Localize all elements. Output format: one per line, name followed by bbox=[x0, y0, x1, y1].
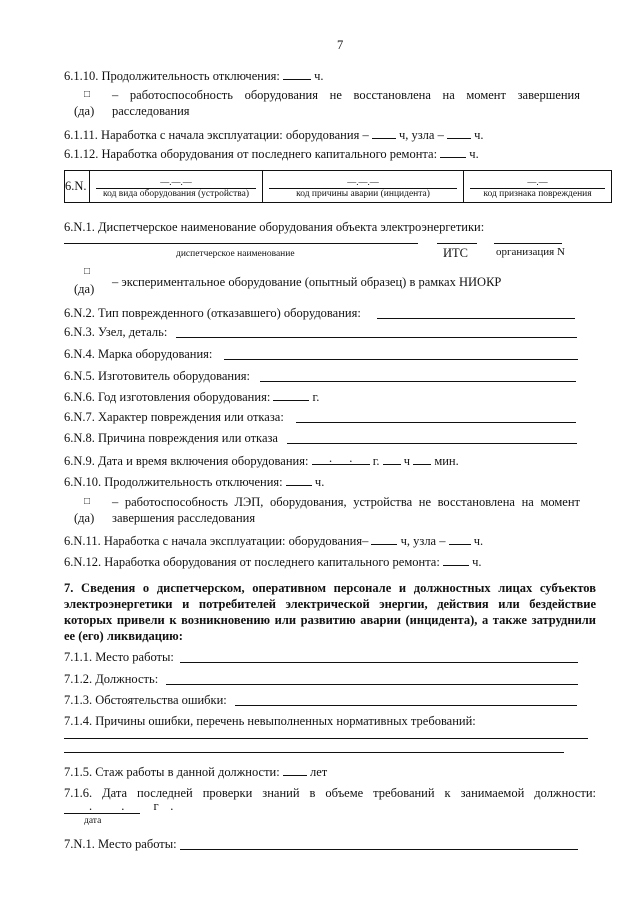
code-caption: код причины аварии (инцидента) bbox=[269, 188, 457, 200]
checkbox[interactable]: □ bbox=[84, 89, 91, 100]
section-7-heading: электроэнергетики и потребителей электрической энергии, действия или бездействие bbox=[64, 597, 596, 611]
unit-label: ч, узла – bbox=[398, 128, 444, 142]
page-number: 7 bbox=[337, 38, 344, 52]
blank-line[interactable] bbox=[413, 453, 431, 465]
unit-label: г. bbox=[312, 390, 320, 404]
unit-label: ч. bbox=[473, 534, 484, 548]
blank-line[interactable] bbox=[64, 243, 418, 244]
section-7-heading: которых привели к возникновению или развитию аварии (инцидента), а также затруднили bbox=[64, 613, 596, 627]
field-6-N-12 bbox=[64, 554, 482, 570]
checkbox-text: – экспериментальное оборудование (опытный образец) в рамках НИОКР bbox=[112, 275, 502, 289]
field-6-N-4: 6.N.4. Марка оборудования: bbox=[64, 347, 213, 361]
caption-date: дата bbox=[84, 816, 102, 826]
checkbox-text: завершения расследования bbox=[112, 511, 256, 525]
unit-label: г. bbox=[372, 454, 380, 468]
field-7-1-6: 7.1.6. Дата последней проверки знаний в объеме требований к занимаемой должности: bbox=[64, 786, 596, 800]
code-dashes: —.—.— bbox=[160, 177, 192, 187]
checkbox-yes-label: (да) bbox=[74, 282, 95, 296]
blank-line[interactable] bbox=[383, 453, 401, 465]
field-6-N-11 bbox=[64, 533, 483, 549]
unit-label: ч. bbox=[472, 555, 482, 569]
unit-label: ч. bbox=[314, 69, 324, 83]
code-dashes: —.— bbox=[527, 177, 548, 187]
blank-line[interactable] bbox=[437, 243, 477, 244]
field-6-1-11 bbox=[64, 127, 484, 143]
checkbox-text: – работоспособность ЛЭП, оборудования, устройства не восстановлена на момент bbox=[112, 495, 580, 509]
checkbox-text: – работоспособность оборудования не восстановлена на момент завершения bbox=[112, 88, 580, 102]
blank-line[interactable] bbox=[273, 389, 309, 401]
unit-label: лет bbox=[309, 765, 328, 779]
field-6-1-10 bbox=[64, 68, 324, 84]
blank-line[interactable] bbox=[440, 146, 466, 158]
code-cell[interactable] bbox=[90, 171, 263, 203]
blank-line[interactable] bbox=[224, 359, 578, 360]
blank-line[interactable] bbox=[377, 318, 575, 319]
code-cell[interactable] bbox=[464, 171, 612, 203]
field-6-N-10 bbox=[64, 474, 324, 490]
caption-its: ИТС bbox=[443, 246, 468, 260]
unit-label: ч bbox=[403, 454, 411, 468]
blank-line[interactable] bbox=[372, 127, 396, 139]
blank-line[interactable] bbox=[371, 533, 397, 545]
checkbox-text: расследования bbox=[112, 104, 190, 118]
blank-line[interactable] bbox=[449, 533, 471, 545]
blank-line[interactable] bbox=[494, 243, 562, 244]
unit-label: ч. bbox=[474, 128, 484, 142]
blank-line[interactable] bbox=[287, 443, 577, 444]
unit-label: ч. bbox=[314, 475, 325, 489]
code-table bbox=[64, 170, 612, 203]
field-label: 7.1.5. Стаж работы в данной должности: bbox=[64, 765, 280, 779]
date-separators: . . г. bbox=[89, 799, 187, 813]
blank-line[interactable] bbox=[176, 337, 577, 338]
section-7-heading: 7. Сведения о диспетчерском, оперативном персонале и должностных лицах субъектов bbox=[64, 581, 596, 595]
code-dashes: —.—.— bbox=[347, 177, 379, 187]
blank-line[interactable] bbox=[283, 68, 311, 80]
blank-line[interactable] bbox=[235, 705, 577, 706]
field-label: 6.1.12. Наработка оборудования от последнего капитального ремонта: bbox=[64, 147, 438, 161]
caption-organization: организация N bbox=[496, 246, 565, 258]
blank-line[interactable] bbox=[283, 764, 307, 776]
unit-label: мин. bbox=[434, 454, 459, 468]
unit-label: ч, узла – bbox=[400, 534, 446, 548]
checkbox[interactable]: □ bbox=[84, 496, 91, 507]
field-6-N-8: 6.N.8. Причина повреждения или отказа bbox=[64, 431, 278, 445]
blank-line[interactable] bbox=[180, 662, 578, 663]
field-label: 6.N.6. Год изготовления оборудования: bbox=[64, 390, 271, 404]
blank-line[interactable] bbox=[296, 422, 576, 423]
field-label: 6.1.11. Наработка с начала эксплуатации: оборудования – bbox=[64, 128, 369, 142]
field-label: 6.N.9. Дата и время включения оборудования: bbox=[64, 454, 309, 468]
caption-dispatch-name: диспетчерское наименование bbox=[176, 249, 295, 259]
blank-line[interactable] bbox=[180, 849, 578, 850]
checkbox-yes-label: (да) bbox=[74, 104, 95, 118]
field-6-N-6 bbox=[64, 389, 319, 405]
date-separators: . . bbox=[329, 451, 360, 465]
field-6-N-1: 6.N.1. Диспетчерское наименование оборудования объекта электроэнергетики: bbox=[64, 220, 485, 234]
code-cell[interactable] bbox=[263, 171, 464, 203]
field-7-1-3: 7.1.3. Обстоятельства ошибки: bbox=[64, 693, 227, 707]
code-row-label: 6.N. bbox=[65, 171, 90, 203]
field-6-N-2: 6.N.2. Тип поврежденного (отказавшего) оборудования: bbox=[64, 306, 361, 320]
field-label: 6.N.12. Наработка оборудования от последнего капитального ремонта: bbox=[64, 555, 440, 569]
field-6-1-12 bbox=[64, 146, 479, 162]
checkbox-yes-label: (да) bbox=[74, 511, 95, 525]
section-7-heading: ее (его) ликвидацию: bbox=[64, 629, 183, 643]
field-6-N-3: 6.N.3. Узел, деталь: bbox=[64, 325, 168, 339]
field-label: 6.N.10. Продолжительность отключения: bbox=[64, 475, 283, 489]
checkbox[interactable]: □ bbox=[84, 266, 91, 277]
blank-line[interactable] bbox=[64, 752, 564, 753]
blank-line[interactable] bbox=[443, 554, 469, 566]
unit-label: ч. bbox=[469, 147, 479, 161]
field-7-1-4: 7.1.4. Причины ошибки, перечень невыполненных нормативных требований: bbox=[64, 714, 476, 728]
blank-line[interactable] bbox=[447, 127, 471, 139]
field-6-N-9 bbox=[64, 453, 459, 469]
field-label: 6.1.10. Продолжительность отключения: bbox=[64, 69, 280, 83]
blank-line[interactable] bbox=[64, 738, 588, 739]
field-7-1-5 bbox=[64, 764, 327, 780]
field-6-N-7: 6.N.7. Характер повреждения или отказа: bbox=[64, 410, 284, 424]
field-label: 6.N.11. Наработка с начала эксплуатации: оборудования– bbox=[64, 534, 369, 548]
blank-line[interactable] bbox=[166, 684, 578, 685]
field-7-N-1: 7.N.1. Место работы: bbox=[64, 837, 177, 851]
field-7-1-2: 7.1.2. Должность: bbox=[64, 672, 159, 686]
field-6-N-5: 6.N.5. Изготовитель оборудования: bbox=[64, 369, 251, 383]
blank-line[interactable] bbox=[286, 474, 312, 486]
field-7-1-1: 7.1.1. Место работы: bbox=[64, 650, 174, 664]
code-caption: код признака повреждения bbox=[470, 188, 605, 200]
code-caption: код вида оборудования (устройства) bbox=[96, 188, 256, 200]
blank-line[interactable] bbox=[260, 381, 576, 382]
